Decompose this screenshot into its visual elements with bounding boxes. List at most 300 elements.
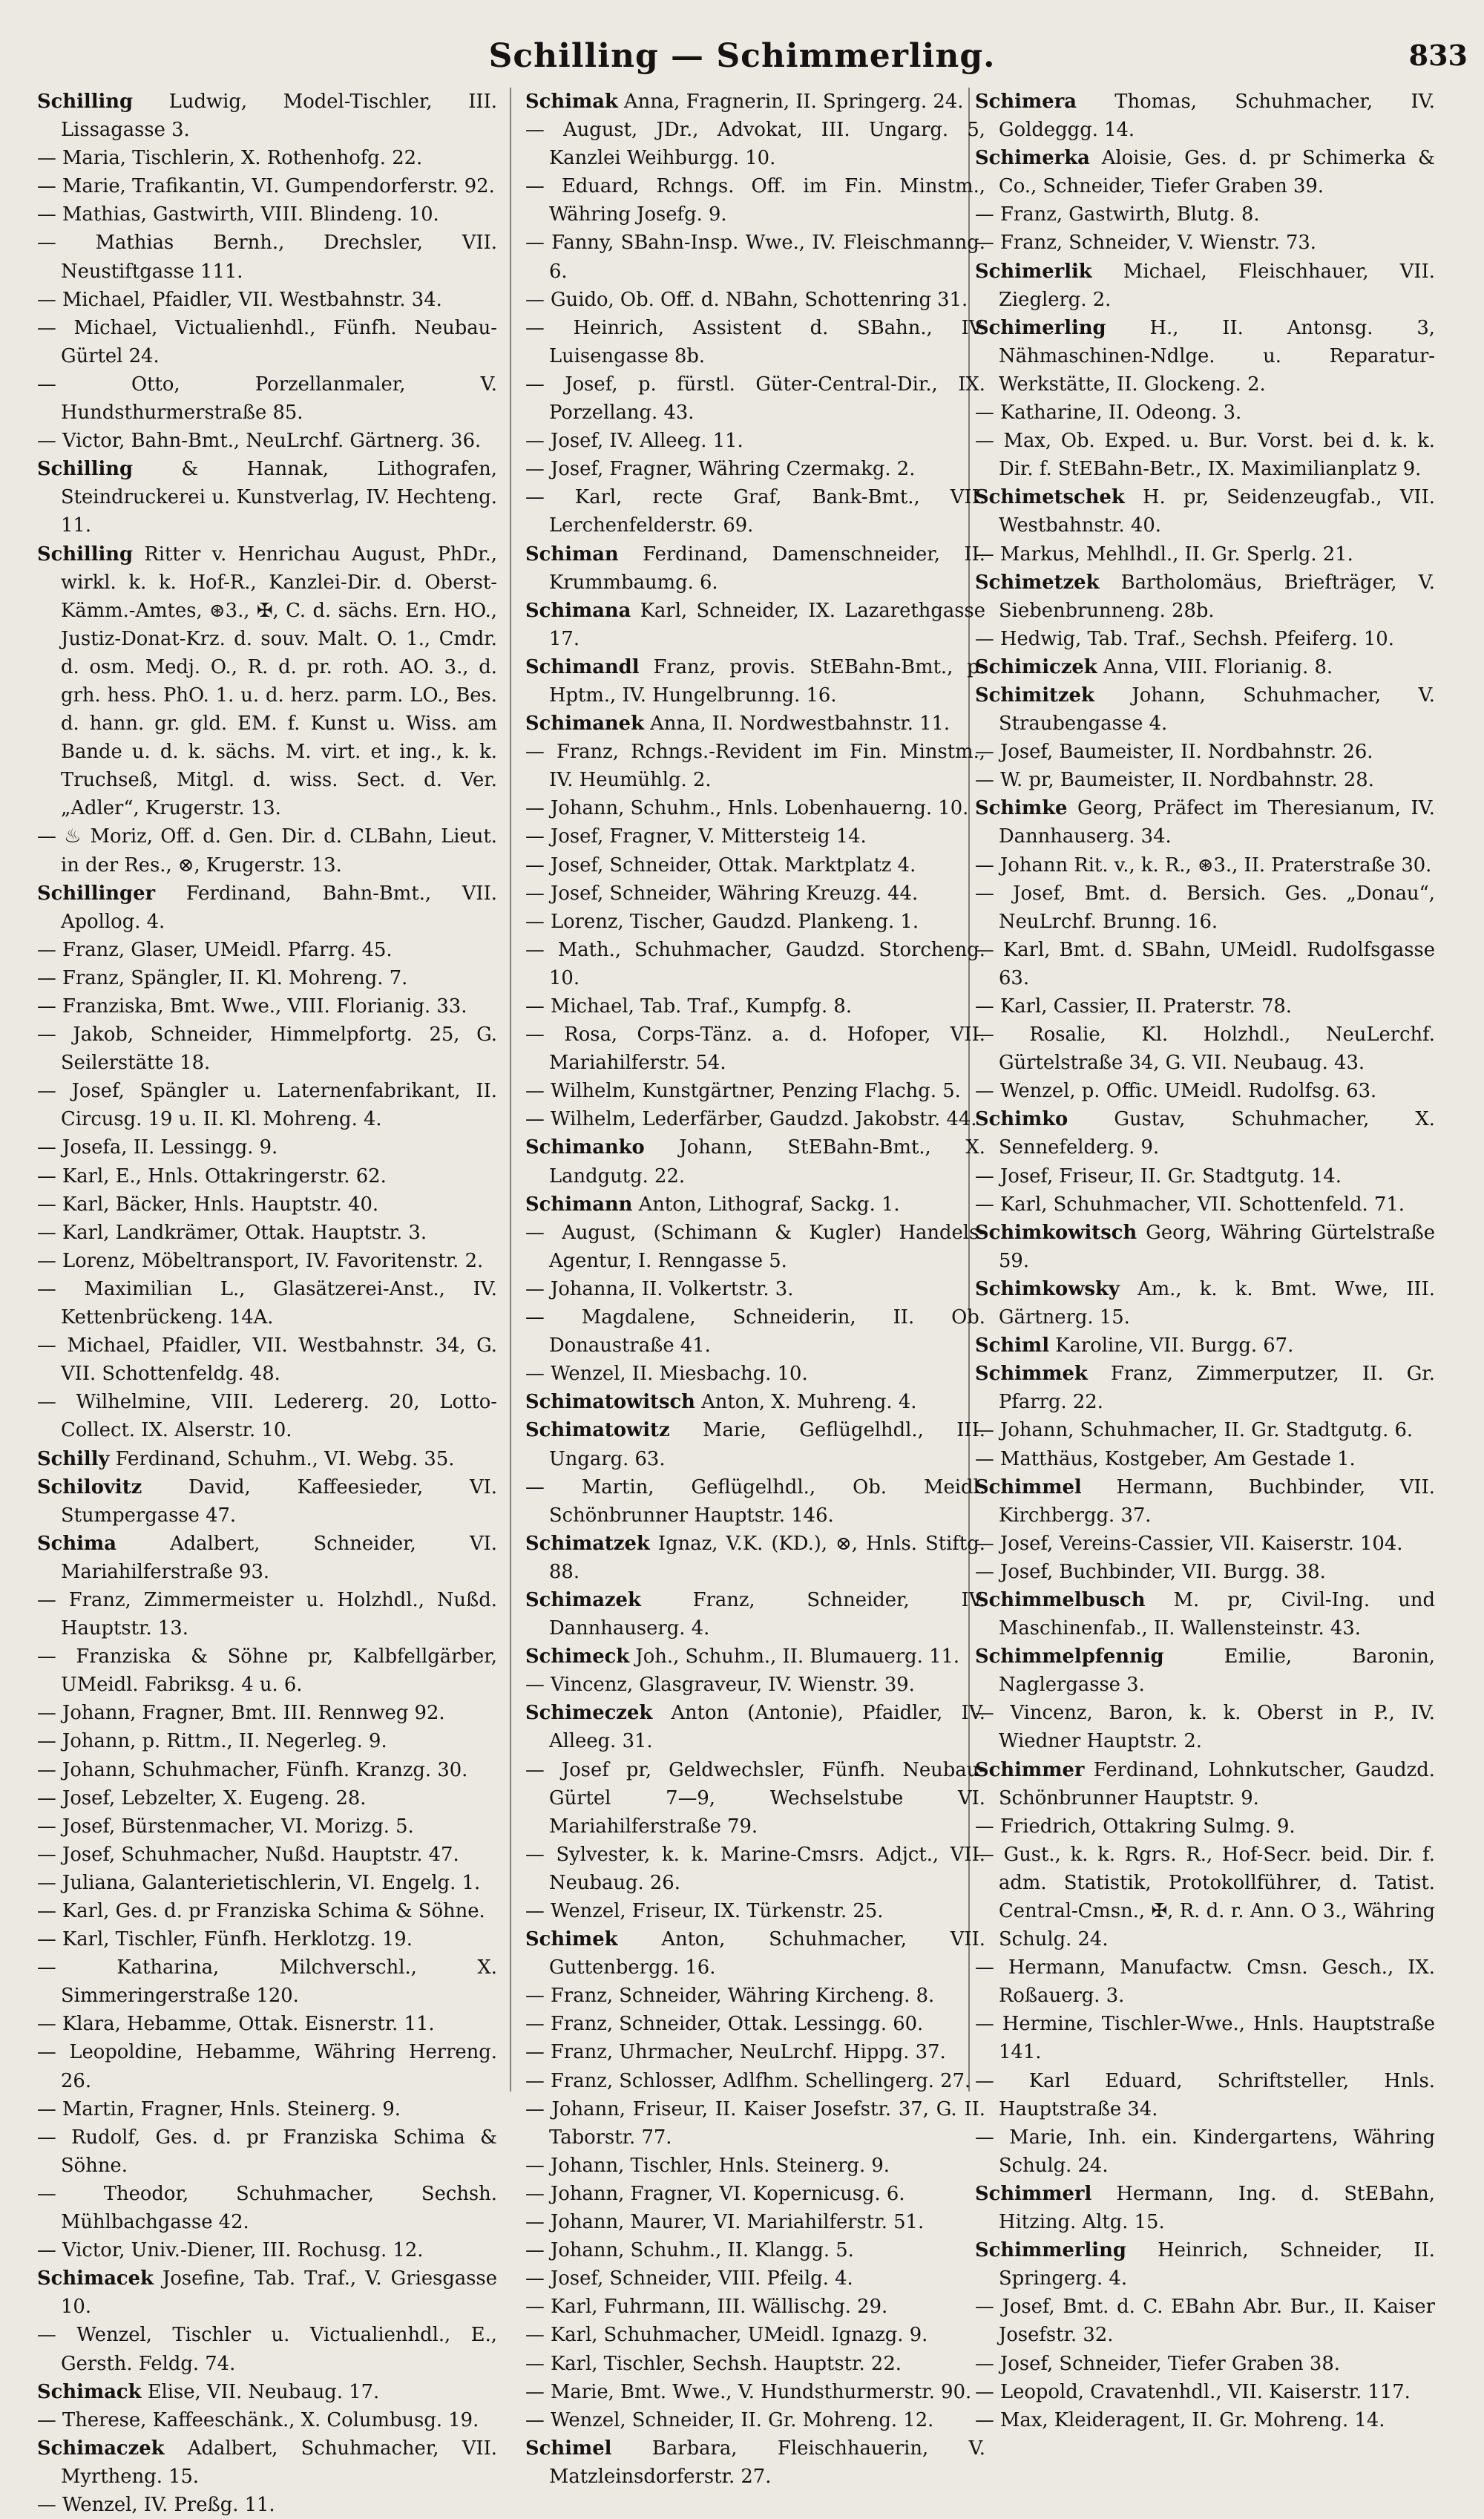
entry-text: — Friedrich, Ottakring Sulmg. 9. <box>975 1815 1296 1838</box>
directory-entry <box>525 1841 985 1897</box>
page-header <box>0 30 1484 96</box>
entry-text: — Johann, Friseur, II. Kaiser Josefstr. 37, G. II. Taborstr. 77. <box>525 2097 985 2149</box>
entry-text: — Fanny, SBahn-Insp. Wwe., IV. Fleischmanng. 6. <box>525 232 985 283</box>
directory-entry <box>525 1530 985 1586</box>
directory-entry <box>975 258 1435 314</box>
entry-text: — Franziska, Bmt. Wwe., VIII. Florianig. 33. <box>37 995 467 1018</box>
directory-entry <box>37 1699 497 1727</box>
directory-entry <box>525 88 985 116</box>
directory-entry <box>37 2321 497 2377</box>
directory-entry <box>525 2264 985 2293</box>
entry-text: — Karl, Cassier, II. Praterstr. 78. <box>975 995 1292 1018</box>
directory-entry <box>37 1473 497 1530</box>
directory-entry <box>975 1331 1435 1360</box>
entry-text: — Vincenz, Glasgraveur, IV. Wienstr. 39. <box>525 1674 915 1697</box>
directory-entry <box>525 1021 985 1077</box>
entry-text: H., II. Antonsg. 3, Nähmaschinen-Ndlge. u. Reparatur-Werkstätte, II. Glockeng. 2. <box>999 316 1435 396</box>
directory-entry <box>975 1586 1435 1642</box>
directory-entry <box>975 766 1435 794</box>
entry-text: — Karl, recte Graf, Bank-Bmt., VII. Lerchenfelderstr. 69. <box>525 486 985 537</box>
entry-text: — Eduard, Rchngs. Off. im Fin. Minstm., Währing Josefg. 9. <box>525 175 985 226</box>
entry-surname: Schimetzek <box>975 571 1100 594</box>
directory-entry <box>37 822 497 879</box>
entry-surname: Schimatowitz <box>525 1419 670 1442</box>
entry-surname: Schimmek <box>975 1363 1088 1386</box>
entry-text: — Franz, Glaser, UMeidl. Pfarrg. 45. <box>37 938 393 961</box>
directory-entry <box>525 2038 985 2066</box>
entry-surname: Schimitzek <box>975 684 1094 707</box>
directory-entry <box>37 427 497 455</box>
directory-entry <box>525 483 985 540</box>
entry-surname: Schimke <box>975 797 1068 820</box>
entry-text: — Karl, Fuhrmann, III. Wällischg. 29. <box>525 2296 888 2319</box>
directory-entry <box>37 1388 497 1444</box>
entry-surname: Schimkowitsch <box>975 1221 1137 1244</box>
directory-entry <box>37 2378 497 2406</box>
entry-text: Barbara, Fleischhauerin, V. Matzleinsdorferstr. 27. <box>549 2437 985 2488</box>
entry-text: Anna, VIII. Florianig. 8. <box>1097 655 1333 678</box>
entry-text: — Karl, Landkrämer, Ottak. Hauptstr. 3. <box>37 1221 427 1244</box>
entry-text: — Jakob, Schneider, Himmelpfortg. 25, G. Seilerstätte 18. <box>37 1023 497 1075</box>
directory-entry <box>975 1558 1435 1586</box>
directory-column-3 <box>975 88 1435 2434</box>
directory-entry <box>37 936 497 964</box>
entry-text: Adalbert, Schneider, VI. Mariahilferstraße 93. <box>61 1532 497 1583</box>
entry-text: — Karl Eduard, Schriftsteller, Hnls. Hauptstraße 34. <box>975 2069 1435 2120</box>
entry-text: — Max, Ob. Exped. u. Bur. Vorst. bei d. k. k. Dir. f. StEBahn-Betr., IX. Maximilianplatz 9. <box>975 430 1435 481</box>
directory-column-1 <box>37 88 497 2519</box>
entry-text: — Wenzel, Schneider, II. Gr. Mohreng. 12. <box>525 2408 934 2431</box>
running-head: Schilling — Schimmerling. <box>488 37 996 75</box>
directory-entry <box>37 2123 497 2180</box>
entry-text: — Josef, Bmt. d. Bersich. Ges. „Donau“, NeuLrchf. Brunng. 16. <box>975 882 1435 933</box>
directory-entry <box>525 540 985 597</box>
entry-text: — Franz, Zimmermeister u. Holzhdl., Nußd. Hauptstr. 13. <box>37 1588 497 1640</box>
directory-entry <box>525 1077 985 1105</box>
directory-entry <box>525 1275 985 1303</box>
entry-surname: Schimack <box>37 2380 142 2403</box>
entry-text: — Marie, Trafikantin, VI. Gumpendorferstr. 92. <box>37 175 495 198</box>
directory-entry <box>37 2095 497 2123</box>
entry-text: — Johann, Maurer, VI. Mariahilferstr. 51. <box>525 2211 925 2234</box>
entry-text: — Johann, p. Rittm., II. Negerleg. 9. <box>37 1730 387 1753</box>
entry-text: Adalbert, Schuhmacher, VII. Myrtheng. 15. <box>61 2437 497 2488</box>
entry-surname: Schimak <box>525 91 618 113</box>
directory-entry <box>975 2010 1435 2066</box>
directory-entry <box>525 653 985 710</box>
entry-text: — Josef, Baumeister, II. Nordbahnstr. 26. <box>975 741 1373 764</box>
entry-surname: Schimmerl <box>975 2182 1092 2205</box>
entry-text: — Franz, Rchngs.-Revident im Fin. Minstm., IV. Heumühlg. 2. <box>525 741 985 792</box>
entry-text: Elise, VII. Neubaug. 17. <box>141 2380 380 2403</box>
directory-entry <box>525 794 985 822</box>
directory-entry <box>37 1190 497 1219</box>
page-number: 833 <box>1408 39 1468 72</box>
directory-entry <box>525 1416 985 1473</box>
directory-entry <box>975 1190 1435 1219</box>
directory-entry <box>975 399 1435 427</box>
directory-entry <box>525 286 985 314</box>
directory-column-2 <box>525 88 985 2491</box>
entry-surname: Schilly <box>37 1447 110 1470</box>
directory-entry <box>975 2293 1435 2349</box>
entry-text: Thomas, Schuhmacher, IV. Goldeggg. 14. <box>999 91 1435 142</box>
entry-text: — Wilhelm, Kunstgärtner, Penzing Flachg. 5. <box>525 1080 961 1103</box>
entry-surname: Schimerlik <box>975 260 1092 283</box>
entry-text: — Johann Rit. v., k. R., ⊛3., II. Praterstraße 30. <box>975 854 1432 877</box>
directory-entry <box>525 455 985 483</box>
entry-text: Am., k. k. Bmt. Wwe, III. Gärtnerg. 15. <box>999 1277 1435 1329</box>
entry-text: — Johann, Tischler, Hnls. Steinerg. 9. <box>525 2154 890 2177</box>
directory-entry <box>975 1699 1435 1755</box>
entry-text: Marie, Geflügelhdl., III. Ungarg. 63. <box>549 1419 985 1470</box>
entry-text: — Vincenz, Baron, k. k. Oberst in P., IV. Wiedner Hauptstr. 2. <box>975 1702 1435 1753</box>
entry-text: Anna, II. Nordwestbahnstr. 11. <box>643 713 951 736</box>
entry-text: & Hannak, Lithografen, Steindruckerei u. Kunstverlag, IV. Hechteng. 11. <box>61 458 497 537</box>
entry-text: — Martin, Fragner, Hnls. Steinerg. 9. <box>37 2097 401 2120</box>
directory-entry <box>525 2321 985 2349</box>
directory-entry <box>975 625 1435 653</box>
entry-text: — Guido, Ob. Off. d. NBahn, Schottenring 31. <box>525 288 968 311</box>
entry-surname: Schilling <box>37 458 134 481</box>
entry-text: — Josef, Schuhmacher, Nußd. Hauptstr. 47. <box>37 1843 459 1866</box>
entry-text: David, Kaffeesieder, VI. Stumpergasse 47. <box>61 1475 497 1527</box>
directory-entry <box>525 738 985 794</box>
entry-text: Karl, Schneider, IX. Lazarethgasse 17. <box>549 599 985 650</box>
entry-surname: Schimerling <box>975 316 1106 339</box>
directory-entry <box>525 597 985 653</box>
entry-text: — Markus, Mehlhdl., II. Gr. Sperlg. 21. <box>975 543 1353 566</box>
entry-surname: Schimana <box>525 599 631 622</box>
entry-text: — ♨ Moriz, Off. d. Gen. Dir. d. CLBahn, Lieut. in der Res., ⊗, Krugerstr. 13. <box>37 825 497 877</box>
directory-entry <box>525 229 985 285</box>
entry-text: — Josef pr, Geldwechsler, Fünfh. Neubau-Gürtel 7—9, Wechselstube VI. Mariahilferstraße 79. <box>525 1758 985 1838</box>
directory-entry <box>37 2038 497 2094</box>
directory-entry <box>37 1812 497 1841</box>
entry-surname: Schimatowitsch <box>525 1391 695 1414</box>
directory-entry <box>37 1445 497 1473</box>
entry-surname: Schimanko <box>525 1136 645 1159</box>
directory-entry <box>37 314 497 370</box>
directory-entry <box>525 1756 985 1841</box>
entry-surname: Schimmelbusch <box>975 1588 1146 1611</box>
directory-entry <box>525 2406 985 2434</box>
directory-entry <box>37 879 497 936</box>
directory-entry <box>525 1473 985 1530</box>
entry-text: — Rosa, Corps-Tänz. a. d. Hofoper, VII. Mariahilferstr. 54. <box>525 1023 985 1075</box>
entry-text: — Wenzel, p. Offic. UMeidl. Rudolfsg. 63. <box>975 1080 1377 1103</box>
directory-entry <box>975 992 1435 1021</box>
entry-text: — Franz, Gastwirth, Blutg. 8. <box>975 203 1260 226</box>
directory-entry <box>525 370 985 427</box>
entry-surname: Schimetschek <box>975 486 1125 509</box>
directory-entry <box>37 992 497 1021</box>
entry-surname: Schimeck <box>525 1645 630 1668</box>
entry-text: — Karl, Bmt. d. SBahn, UMeidl. Rudolfsgasse 63. <box>975 938 1435 989</box>
directory-entry <box>525 2152 985 2180</box>
entry-text: Anna, Fragnerin, II. Springerg. 24. <box>617 91 964 113</box>
entry-surname: Schima <box>37 1532 116 1555</box>
directory-entry <box>975 2067 1435 2123</box>
directory-entry <box>975 1473 1435 1530</box>
entry-text: — Karl, Ges. d. pr Franziska Schima & Söhne. <box>37 1900 485 1922</box>
directory-entry <box>975 681 1435 738</box>
column-divider <box>510 88 511 2091</box>
entry-text: Ludwig, Model-Tischler, III. Lissagasse 3. <box>61 91 497 142</box>
directory-entry <box>37 144 497 172</box>
entry-surname: Schimerka <box>975 147 1090 170</box>
entry-text: — Michael, Pfaidler, VII. Westbahnstr. 34. <box>37 288 442 311</box>
directory-entry <box>525 1105 985 1133</box>
directory-entry <box>975 1445 1435 1473</box>
directory-entry <box>525 1586 985 1642</box>
entry-text: — Therese, Kaffeeschänk., X. Columbusg. 19. <box>37 2408 479 2431</box>
entry-text: — Josef, Bürstenmacher, VI. Morizg. 5. <box>37 1815 414 1838</box>
directory-entry <box>975 794 1435 851</box>
directory-entry <box>975 1841 1435 1953</box>
directory-entry <box>37 1530 497 1586</box>
directory-entry <box>525 936 985 992</box>
directory-entry <box>525 1303 985 1360</box>
entry-text: — Maximilian L., Glasätzerei-Anst., IV. Kettenbrückeng. 14A. <box>37 1277 497 1329</box>
directory-entry <box>37 88 497 144</box>
directory-entry <box>525 1133 985 1190</box>
entry-text: — Josef, Fragner, Währing Czermakg. 2. <box>525 458 916 481</box>
entry-text: — Franz, Schneider, Währing Kircheng. 8. <box>525 1985 935 2008</box>
entry-text: — Leopoldine, Hebamme, Währing Herreng. 26. <box>37 2041 497 2092</box>
entry-text: — Josef, Spängler u. Laternenfabrikant, II. Circusg. 19 u. II. Kl. Mohreng. 4. <box>37 1080 497 1131</box>
directory-entry <box>525 2010 985 2038</box>
entry-text: Franz, Zimmerputzer, II. Gr. Pfarrg. 22. <box>999 1363 1435 1414</box>
directory-entry <box>975 569 1435 625</box>
directory-entry <box>37 455 497 540</box>
directory-entry <box>37 370 497 427</box>
directory-entry <box>525 427 985 455</box>
entry-text: — Heinrich, Assistent d. SBahn., IV. Luisengasse 8b. <box>525 316 985 367</box>
entry-surname: Schimeczek <box>525 1702 653 1725</box>
directory-entry <box>525 172 985 229</box>
directory-entry <box>37 1727 497 1755</box>
entry-surname: Schilovitz <box>37 1475 142 1498</box>
directory-entry <box>525 1642 985 1671</box>
directory-entry <box>975 1756 1435 1812</box>
directory-entry <box>975 879 1435 936</box>
directory-entry <box>525 2236 985 2264</box>
entry-text: M. pr, Civil-Ing. und Maschinenfab., II. Wallensteinstr. 43. <box>999 1588 1435 1640</box>
directory-entry <box>37 229 497 285</box>
entry-surname: Schimandl <box>525 655 640 678</box>
entry-text: Ferdinand, Lohnkutscher, Gaudzd. Schönbrunner Hauptstr. 9. <box>999 1758 1435 1809</box>
directory-entry <box>37 172 497 200</box>
directory-entry <box>975 653 1435 681</box>
entry-text: Michael, Fleischhauer, VII. Zieglerg. 2. <box>999 260 1435 311</box>
directory-entry <box>525 2350 985 2378</box>
entry-surname: Schimatzek <box>525 1532 650 1555</box>
directory-entry <box>37 1897 497 1925</box>
directory-entry <box>525 116 985 172</box>
entry-text: — Johann, Schuhm., II. Klangg. 5. <box>525 2239 854 2262</box>
directory-entry <box>525 2208 985 2236</box>
directory-entry <box>37 286 497 314</box>
entry-text: — Josef, Schneider, VIII. Pfeilg. 4. <box>525 2267 853 2290</box>
directory-entry <box>37 2264 497 2321</box>
entry-text: — Hermine, Tischler-Wwe., Hnls. Hauptstraße 141. <box>975 2013 1435 2064</box>
entry-text: — Franz, Spängler, II. Kl. Mohreng. 7. <box>37 966 408 989</box>
directory-entry <box>525 2378 985 2406</box>
directory-entry <box>37 964 497 992</box>
entry-text: Emilie, Baronin, Naglergasse 3. <box>999 1645 1435 1697</box>
entry-text: Johann, StEBahn-Bmt., X. Landgutg. 22. <box>549 1136 985 1188</box>
entry-surname: Schimmerling <box>975 2239 1126 2262</box>
entry-text: — Josef, IV. Alleeg. 11. <box>525 430 743 453</box>
directory-entry <box>37 1642 497 1699</box>
entry-text: Josefine, Tab. Traf., V. Griesgasse 10. <box>61 2267 497 2319</box>
entry-text: Hermann, Ing. d. StEBahn, Hitzing. Altg. 15. <box>999 2182 1435 2234</box>
directory-entry <box>975 1105 1435 1162</box>
directory-entry <box>975 1360 1435 1416</box>
entry-text: Anton, X. Muhreng. 4. <box>695 1391 917 1414</box>
directory-entry <box>37 1247 497 1275</box>
entry-text: — Johann, Schuhm., Hnls. Lobenhauerng. 10. <box>525 797 969 820</box>
entry-surname: Schimel <box>525 2437 612 2460</box>
entry-text: Anton, Lithograf, Sackg. 1. <box>632 1193 900 1216</box>
entry-text: — Victor, Bahn-Bmt., NeuLrchf. Gärtnerg. 36. <box>37 430 482 453</box>
directory-entry <box>37 1133 497 1162</box>
entry-text: — Wilhelm, Lederfärber, Gaudzd. Jakobstr. 44. <box>525 1108 977 1131</box>
entry-text: Johann, Schuhmacher, V. Straubengasse 4. <box>999 684 1435 736</box>
entry-text: — Josef, Fragner, V. Mittersteig 14. <box>525 825 867 848</box>
entry-text: — Katharina, Milchverschl., X. Simmeringerstraße 120. <box>37 1956 497 2008</box>
directory-entry <box>37 1869 497 1897</box>
directory-entry <box>525 1219 985 1275</box>
entry-text: — Josef, Buchbinder, VII. Burgg. 38. <box>975 1560 1326 1583</box>
entry-text: Aloisie, Ges. d. pr Schimerka & Co., Schneider, Tiefer Graben 39. <box>999 147 1435 198</box>
entry-text: — Franziska & Söhne pr, Kalbfellgärber, UMeidl. Fabriksg. 4 u. 6. <box>37 1645 497 1697</box>
directory-entry <box>37 1841 497 1869</box>
entry-text: — Otto, Porzellanmaler, V. Hundsthurmerstraße 85. <box>37 373 497 425</box>
directory-entry <box>975 1530 1435 1558</box>
directory-entry <box>975 200 1435 229</box>
entry-surname: Schimann <box>525 1193 633 1216</box>
entry-text: — Johann, Fragner, Bmt. III. Rennweg 92. <box>37 1702 445 1725</box>
entry-text: — Mathias, Gastwirth, VIII. Blindeng. 10. <box>37 203 439 226</box>
directory-entry <box>37 1925 497 1953</box>
directory-entry <box>525 1388 985 1416</box>
entry-text: Hermann, Buchbinder, VII. Kirchbergg. 37. <box>999 1475 1435 1527</box>
entry-text: — Karl, Bäcker, Hnls. Hauptstr. 40. <box>37 1193 379 1216</box>
directory-entry <box>975 1162 1435 1190</box>
entry-text: Ritter v. Henrichau August, PhDr., wirkl. k. k. Hof-R., Kanzlei-Dir. d. Oberst-Kämm.-Amtes, ⊛3., ✠, C. d. sächs. Ern. HO., Justiz-Donat-Krz. d. souv. Malt. O. 1., Cmdr. d. osm. Medj. O., R. d. pr. roth. AO. 3., d. grh. hess. PhO. 1. u. d. herz. parm. LO., Bes. d. hann. gr. gld. EM. f. Kunst u. Wiss. am Bande u. d. k. sächs. M. virt. et ing., k. k. Truchseß, Mitgl. d. wiss. Sect. d. Ver. „Adler“, Krugerstr. 13. <box>61 543 497 820</box>
entry-text: Ignaz, V.K. (KD.), ⊗, Hnls. Stiftg. 88. <box>549 1532 985 1583</box>
entry-text: — Hermann, Manufactw. Cmsn. Gesch., IX. Roßauerg. 3. <box>975 1956 1435 2008</box>
entry-text: Franz, Schneider, IV. Dannhauserg. 4. <box>549 1588 985 1640</box>
entry-surname: Schimek <box>525 1928 618 1951</box>
entry-text: — Josef, Schneider, Währing Kreuzg. 44. <box>525 882 919 905</box>
directory-entry <box>37 1021 497 1077</box>
entry-text: — Theodor, Schuhmacher, Sechsh. Mühlbachgasse 42. <box>37 2182 497 2234</box>
entry-text: — Victor, Univ.-Diener, III. Rochusg. 12. <box>37 2239 424 2262</box>
directory-entry <box>37 1219 497 1247</box>
entry-text: — Johann, Fragner, VI. Kopernicusg. 6. <box>525 2182 905 2205</box>
directory-entry <box>525 710 985 738</box>
directory-entry <box>37 1077 497 1133</box>
directory-entry <box>525 992 985 1021</box>
entry-text: — Josef, Bmt. d. C. EBahn Abr. Bur., II. Kaiser Josefstr. 32. <box>975 2296 1435 2347</box>
directory-entry <box>975 1812 1435 1841</box>
entry-text: — Magdalene, Schneiderin, II. Ob. Donaustraße 41. <box>525 1306 985 1357</box>
directory-entry <box>37 1331 497 1388</box>
directory-entry <box>525 851 985 879</box>
entry-text: Ferdinand, Bahn-Bmt., VII. Apollog. 4. <box>61 882 497 933</box>
directory-entry <box>37 2406 497 2434</box>
directory-entry <box>525 1190 985 1219</box>
directory-entry <box>525 1671 985 1699</box>
entry-text: — Johann, Schuhmacher, II. Gr. Stadtgutg. 6. <box>975 1419 1414 1442</box>
entry-text: — Sylvester, k. k. Marine-Cmsrs. Adjct., VII. Neubaug. 26. <box>525 1843 985 1894</box>
entry-text: — Josef, Lebzelter, X. Eugeng. 28. <box>37 1786 367 1809</box>
entry-text: — Wenzel, Tischler u. Victualienhdl., E., Gersth. Feldg. 74. <box>37 2324 497 2375</box>
entry-text: — Marie, Inh. ein. Kindergartens, Währing Schulg. 24. <box>975 2126 1435 2177</box>
directory-entry <box>37 1586 497 1642</box>
directory-entry <box>975 2180 1435 2236</box>
directory-entry <box>975 851 1435 879</box>
directory-entry <box>975 2378 1435 2406</box>
directory-entry <box>525 314 985 370</box>
entry-text: — Franz, Schneider, Ottak. Lessingg. 60. <box>525 2013 924 2036</box>
entry-text: — W. pr, Baumeister, II. Nordbahnstr. 28. <box>975 769 1374 792</box>
entry-text: — Franz, Schneider, V. Wienstr. 73. <box>975 232 1316 255</box>
entry-text: — Franz, Schlosser, Adlfhm. Schellingerg. 27. <box>525 2069 971 2092</box>
entry-text: — Josef, Vereins-Cassier, VII. Kaiserstr. 104. <box>975 1532 1403 1555</box>
entry-text: — Klara, Hebamme, Ottak. Eisnerstr. 11. <box>37 2013 435 2036</box>
directory-entry <box>525 822 985 851</box>
entry-text: — Juliana, Galanterietischlerin, VI. Engelg. 1. <box>37 1871 481 1894</box>
entry-surname: Schimanek <box>525 713 644 736</box>
entry-text: — Michael, Pfaidler, VII. Westbahnstr. 34, G. VII. Schottenfeldg. 48. <box>37 1334 497 1386</box>
directory-entry <box>37 2010 497 2038</box>
entry-surname: Schimmelpfennig <box>975 1645 1164 1668</box>
entry-text: Heinrich, Schneider, II. Springerg. 4. <box>999 2239 1435 2290</box>
entry-surname: Schimmer <box>975 1758 1085 1781</box>
entry-text: — Gust., k. k. Rgrs. R., Hof-Secr. beid. Dir. f. adm. Statistik, Protokollführer, d. Tatist. Central-Cmsn., ✠, R. d. r. Ann. O 3., Währing Schulg. 24. <box>975 1843 1435 1951</box>
directory-entry <box>525 1699 985 1755</box>
directory-entry <box>525 908 985 936</box>
entry-surname: Schiman <box>525 543 619 566</box>
directory-entry <box>975 540 1435 569</box>
directory-entry <box>975 1416 1435 1444</box>
directory-entry <box>975 2123 1435 2180</box>
directory-entry <box>975 1021 1435 1077</box>
entry-text: — Josef, Friseur, II. Gr. Stadtgutg. 14. <box>975 1164 1342 1188</box>
entry-text: — Michael, Tab. Traf., Kumpfg. 8. <box>525 995 853 1018</box>
entry-text: — Wenzel, Friseur, IX. Türkenstr. 25. <box>525 1900 884 1922</box>
entry-surname: Schillinger <box>37 882 156 905</box>
entry-text: — Leopold, Cravatenhdl., VII. Kaiserstr. 117. <box>975 2380 1411 2403</box>
directory-entry <box>975 1953 1435 2010</box>
entry-surname: Schimazek <box>525 1588 641 1611</box>
entry-text: — Hedwig, Tab. Traf., Sechsh. Pfeiferg. 10. <box>975 627 1394 650</box>
entry-text: Karoline, VII. Burgg. 67. <box>1049 1334 1294 1357</box>
entry-text: Bartholomäus, Briefträger, V. Siebenbrunneng. 28b. <box>999 571 1435 622</box>
directory-entry <box>37 2180 497 2236</box>
entry-surname: Schilling <box>37 543 134 566</box>
entry-text: — Martin, Geflügelhdl., Ob. Meidl. Schönbrunner Hauptstr. 146. <box>525 1475 985 1527</box>
directory-entry <box>37 2434 497 2491</box>
entry-text: Anton (Antonie), Pfaidler, IV. Alleeg. 31. <box>549 1702 985 1753</box>
directory-entry <box>525 2067 985 2095</box>
entry-text: — Maria, Tischlerin, X. Rothenhofg. 22. <box>37 147 423 170</box>
directory-entry <box>525 1897 985 1925</box>
